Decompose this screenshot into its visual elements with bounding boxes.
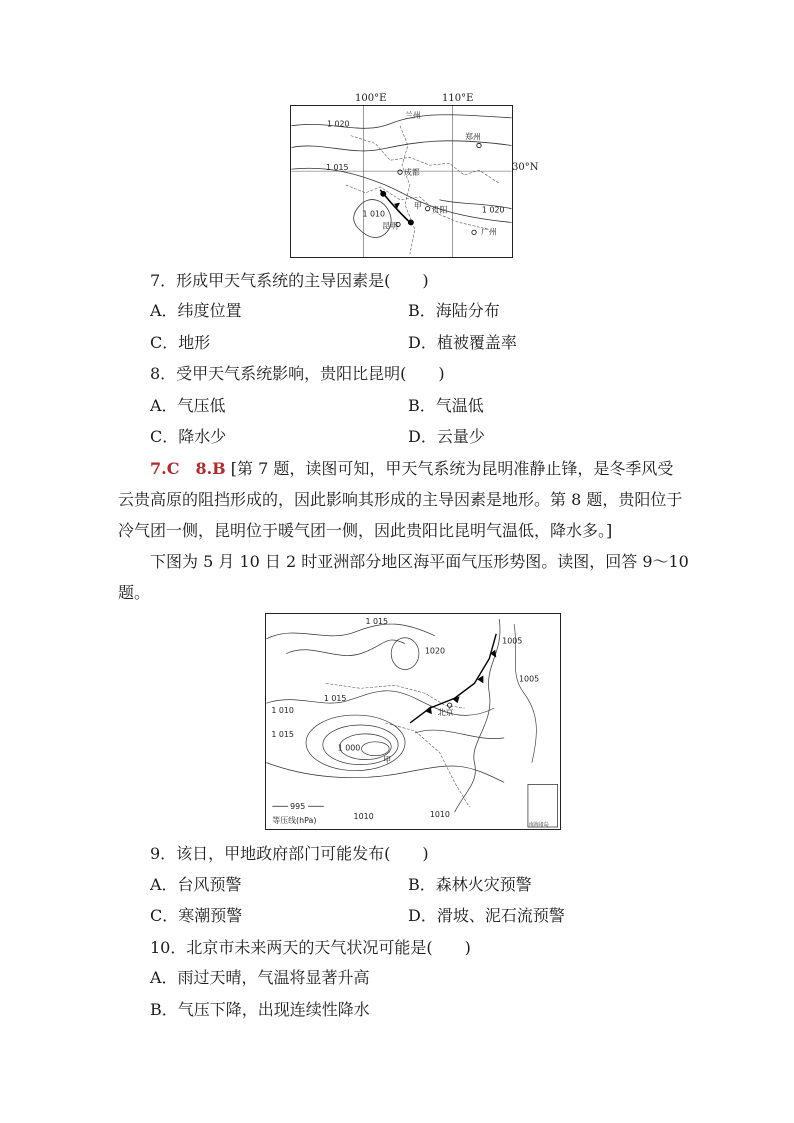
border-line xyxy=(323,683,465,708)
map1-lon-label-100e: 100°E xyxy=(355,93,387,104)
isobar-label: 1005 xyxy=(502,636,523,646)
question-8-option-d[interactable]: D．云量少 xyxy=(408,427,485,446)
weather-map-1 xyxy=(290,105,513,258)
legend-label: 等压线(hPa) xyxy=(272,816,317,826)
question-7-stem: 7．形成甲天气系统的主导因素是( ) xyxy=(150,271,429,290)
map1-lon-label-110e: 110°E xyxy=(442,93,474,104)
city-label-kunming: 昆明 xyxy=(382,221,399,231)
low-isobar xyxy=(361,742,389,756)
question-9-option-c[interactable]: C．寒潮预警 xyxy=(150,906,243,925)
isobar-label: 1 015 xyxy=(271,729,294,739)
question-8-option-c[interactable]: C．降水少 xyxy=(150,427,227,446)
answer-text-line-2: 云贵高原的阻挡形成的，因此影响其形成的主导因素是地形。第 8 题，贵阳位于 xyxy=(118,490,683,509)
question-10-option-a[interactable]: A．雨过天晴，气温将显著升高 xyxy=(150,968,370,987)
region-label-jia: 甲 xyxy=(383,755,392,765)
isobar-1020 xyxy=(291,115,511,129)
question-8-option-a[interactable]: A．气压低 xyxy=(150,396,226,415)
question-9-option-a[interactable]: A．台风预警 xyxy=(150,875,242,894)
border-line xyxy=(351,136,499,183)
answer-key-7-8: 7.C 8.B xyxy=(150,459,226,478)
question-9-option-d[interactable]: D．滑坡、泥石流预警 xyxy=(408,906,565,925)
question-10-option-b[interactable]: B．气压下降，出现连续性降水 xyxy=(150,1000,370,1019)
front-marker xyxy=(408,219,414,225)
border-line xyxy=(385,723,469,807)
isobar-label: 1 020 xyxy=(326,119,350,129)
isobar-label: 1 015 xyxy=(323,694,347,704)
answer-block-7-8 xyxy=(118,453,678,484)
city-label-chengdu: 成都 xyxy=(403,168,420,178)
question-7-option-c[interactable]: C．地形 xyxy=(150,333,211,352)
isobar-label: 1 010 xyxy=(362,209,386,219)
isobar-label: 1005 xyxy=(519,674,540,684)
isobar xyxy=(286,640,405,656)
isobar-label: 1 000 xyxy=(337,743,361,753)
question-10-stem: 10．北京市未来两天的天气状况可能是( ) xyxy=(150,938,471,957)
question-8-stem: 8．受甲天气系统影响，贵阳比昆明( ) xyxy=(150,364,445,383)
region-label-jia: 甲 xyxy=(413,201,422,211)
question-9-stem: 9．该日，甲地政府部门可能发布( ) xyxy=(150,844,429,863)
legend-value: 995 xyxy=(290,802,306,812)
question-7-option-b[interactable]: B．海陆分布 xyxy=(408,301,500,320)
city-label-guiyang: 贵阳 xyxy=(431,205,448,215)
question-8-option-b[interactable]: B．气温低 xyxy=(408,396,484,415)
front-marker xyxy=(380,191,386,197)
city-label-beijing: 北京 xyxy=(437,708,454,718)
city-guangzhou-dot xyxy=(472,230,476,234)
intro-9-10-line-1: 下图为 5 月 10 日 2 时亚洲部分地区海平面气压形势图。读图，回答 9～10 xyxy=(150,552,689,571)
isobar xyxy=(266,624,434,639)
isobar-label: 1010 xyxy=(353,812,374,822)
question-7-option-a[interactable]: A．纬度位置 xyxy=(150,301,242,320)
inset-frame xyxy=(528,784,558,827)
answer-text-line-3: 冷气团一侧，昆明位于暖气团一侧，因此贵阳比昆明气温低，降水多。] xyxy=(118,521,613,540)
isobar-label: 1020 xyxy=(424,646,446,656)
front-marker xyxy=(425,706,432,714)
question-9-option-b[interactable]: B．森林火灾预警 xyxy=(408,875,532,894)
city-chengdu-dot xyxy=(398,170,402,174)
city-beijing-dot xyxy=(447,703,451,707)
intro-9-10-line-2: 题。 xyxy=(118,583,151,602)
weather-map-2 xyxy=(265,613,561,830)
isobar-closed xyxy=(391,638,419,670)
question-7-option-d[interactable]: D．植被覆盖率 xyxy=(408,333,517,352)
city-label-guangzhou: 广州 xyxy=(480,227,497,237)
city-guiyang-dot xyxy=(425,206,429,210)
isobar-label: 1010 xyxy=(429,810,450,820)
city-zhengzhou-dot xyxy=(477,143,481,147)
isobar-label: 1 015 xyxy=(365,616,389,626)
city-label-lanzhou: 兰州 xyxy=(404,110,421,120)
weather-map-2-svg xyxy=(266,614,560,829)
isobar-label: 1 020 xyxy=(481,205,505,215)
isobar-label: 1 010 xyxy=(271,706,294,716)
weather-map-1-svg xyxy=(291,106,512,257)
isobar-upper xyxy=(291,141,511,151)
city-label-zhengzhou: 郑州 xyxy=(465,132,481,142)
isobar xyxy=(415,730,504,739)
answer-text-line-1: [第 7 题，读图可知，甲天气系统为昆明准静止锋，是冬季风受 xyxy=(230,459,674,478)
isobar xyxy=(266,763,504,783)
inset-label: 南海诸岛 xyxy=(528,822,549,829)
lat-label-30n: 30°N xyxy=(512,162,539,173)
isobar-label: 1 015 xyxy=(326,163,349,173)
